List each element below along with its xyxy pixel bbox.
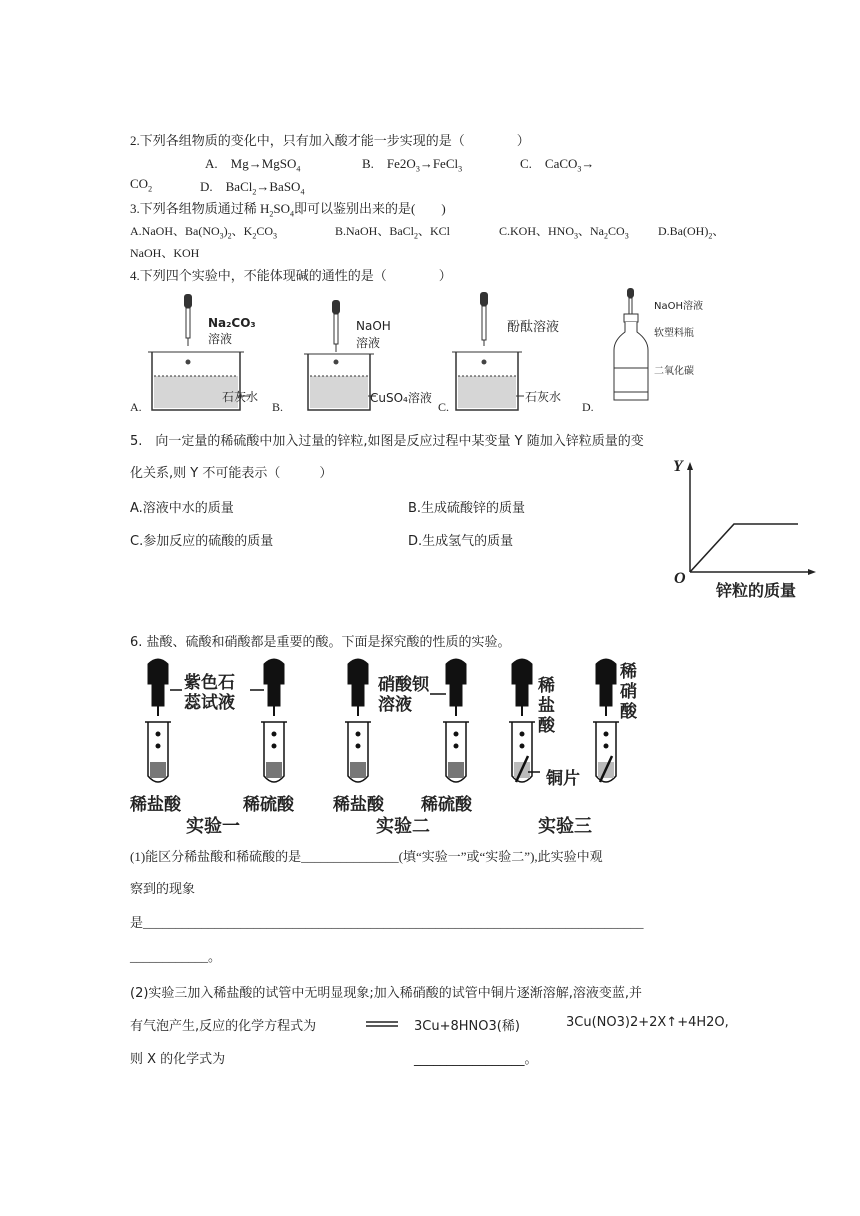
q2-option-c: C. CaCO$_3$→	[520, 156, 595, 174]
q6-part2-answer-blank: _________________。	[414, 1052, 538, 1067]
exp1-dropper-right	[264, 659, 284, 716]
q4-c-beaker-label: 石灰水	[525, 390, 562, 404]
q5-option-d: D.生成氢气的质量	[408, 534, 514, 549]
q4-apparatus-d	[610, 288, 660, 410]
q2-stem: 2.下列各组物质的变化中，只有加入酸才能一步实现的是（ ）	[130, 133, 530, 148]
q2-option-d: D. BaCl$_2$→BaSO$_4$	[200, 179, 305, 197]
q6-part2-line1: (2)实验三加入稀盐酸的试管中无明显现象;加入稀硝酸的试管中铜片逐渐溶解,溶液变蓝,并	[130, 986, 643, 1001]
q6-exp3-right-reagent: 稀 硝 酸	[620, 662, 637, 722]
q4-a-dropper-label2: 溶液	[208, 332, 233, 346]
q6-exp2-reagent: 硝酸钡 溶液	[378, 675, 429, 715]
q6-exp3-left-reagent: 稀 盐 酸	[538, 676, 555, 736]
q6-part1-answer-line: 是_____________________________________________________________________________	[130, 915, 644, 930]
q4-a-dropper-label: Na₂CO₃	[208, 316, 256, 330]
q4-b-dropper-label2: 溶液	[356, 336, 381, 350]
q6-exp2-title: 实验二	[376, 816, 430, 837]
q6-part2-line3: 则 X 的化学式为	[130, 1052, 226, 1067]
q5-stem-line1: 5. 向一定量的稀硫酸中加入过量的锌粒,如图是反应过程中某变量 Y 随加入锌粒质量的变	[130, 434, 644, 449]
q5-option-b: B.生成硫酸锌的质量	[408, 501, 526, 516]
q4-b-beaker-label: CuSO₄溶液	[370, 391, 432, 405]
q6-exp1-reagent: 紫色石 蕊试液	[184, 673, 235, 713]
q6-equation-right: 3Cu(NO3)2+2X↑+4H2O,	[566, 1015, 729, 1030]
q3-option-c: C.KOH、$HNO_3$、$Na_2CO_3$	[499, 224, 629, 241]
q6-exp2-left-label: 稀盐酸	[333, 795, 384, 815]
q5-graph-x-label: 锌粒的质量	[716, 581, 797, 600]
q5-stem-line2: 化关系,则 Y 不可能表示（ ）	[130, 466, 333, 481]
q4-d-label-co2: 二氧化碳	[654, 366, 694, 377]
q6-exp1-right-label: 稀硫酸	[243, 795, 294, 815]
q4-b-dropper-label: NaOH	[356, 319, 391, 333]
q4-a-beaker-label: 石灰水	[222, 390, 259, 404]
q4-option-a: A.	[130, 400, 142, 414]
q6-exp1-title: 实验一	[186, 816, 240, 837]
q6-part1-line2: 察到的现象	[130, 881, 196, 896]
q3-option-d-wrap: NaOH、KOH	[130, 246, 200, 260]
q6-exp3-copper-label: 铜片	[546, 769, 580, 789]
exp1-dropper-left	[148, 659, 168, 716]
q2-option-c-wrap: $CO_2$	[130, 176, 153, 194]
q2-option-a: A. Mg→MgSO$_4$	[205, 156, 301, 174]
q3-option-d: $D.Ba(OH)_2$、	[658, 224, 725, 241]
q6-part1-answer-line2: ____________。	[130, 949, 222, 964]
q4-option-d: D.	[582, 400, 594, 414]
q4-apparatus-c	[440, 290, 590, 415]
q5-graph	[670, 460, 820, 580]
q6-exp1-left-label: 稀盐酸	[130, 795, 181, 815]
q4-stem: 4.下列四个实验中，不能体现碱的通性的是（ ）	[130, 268, 452, 283]
q3-stem: 3.下列各组物质通过稀 $H_2SO_4$即可以鉴别出来的是( )	[130, 201, 446, 219]
q4-option-c: C.	[438, 400, 450, 414]
q3-option-a: A.NaOH、$Ba(NO_3)_2$、$K_2CO_3$	[130, 224, 277, 241]
q6-part2-line2: 有气泡产生,反应的化学方程式为	[130, 1019, 317, 1034]
q6-equation-left: 3Cu+8HNO3(稀)	[414, 1019, 520, 1034]
q2-option-b: B. $Fe2O_3\to FeCl_3$	[362, 156, 463, 174]
q4-c-dropper-label: 酚酞溶液	[507, 320, 560, 335]
q5-graph-origin: O	[674, 570, 686, 587]
q4-d-label-naoh: NaOH溶液	[654, 301, 703, 312]
q6-equation-equals	[364, 1019, 400, 1029]
q6-part1-line1: (1)能区分稀盐酸和稀硫酸的是_______________(填“实验一”或“实验二”),此实验中观	[130, 849, 603, 864]
q6-exp3-title: 实验三	[538, 816, 592, 837]
q5-option-c: C.参加反应的硫酸的质量	[130, 534, 274, 549]
q4-option-b: B.	[272, 400, 284, 414]
q4-d-label-bottle: 软塑料瓶	[654, 328, 694, 339]
q5-graph-y-label: Y	[673, 458, 683, 475]
q6-stem: 6. 盐酸、硫酸和硝酸都是重要的酸。下面是探究酸的性质的实验。	[130, 635, 511, 650]
q6-exp2-right-label: 稀硫酸	[421, 795, 472, 815]
q5-option-a: A.溶液中水的质量	[130, 501, 234, 516]
q3-option-b: B.NaOH、BaCl$_2$、KCl	[335, 224, 451, 241]
